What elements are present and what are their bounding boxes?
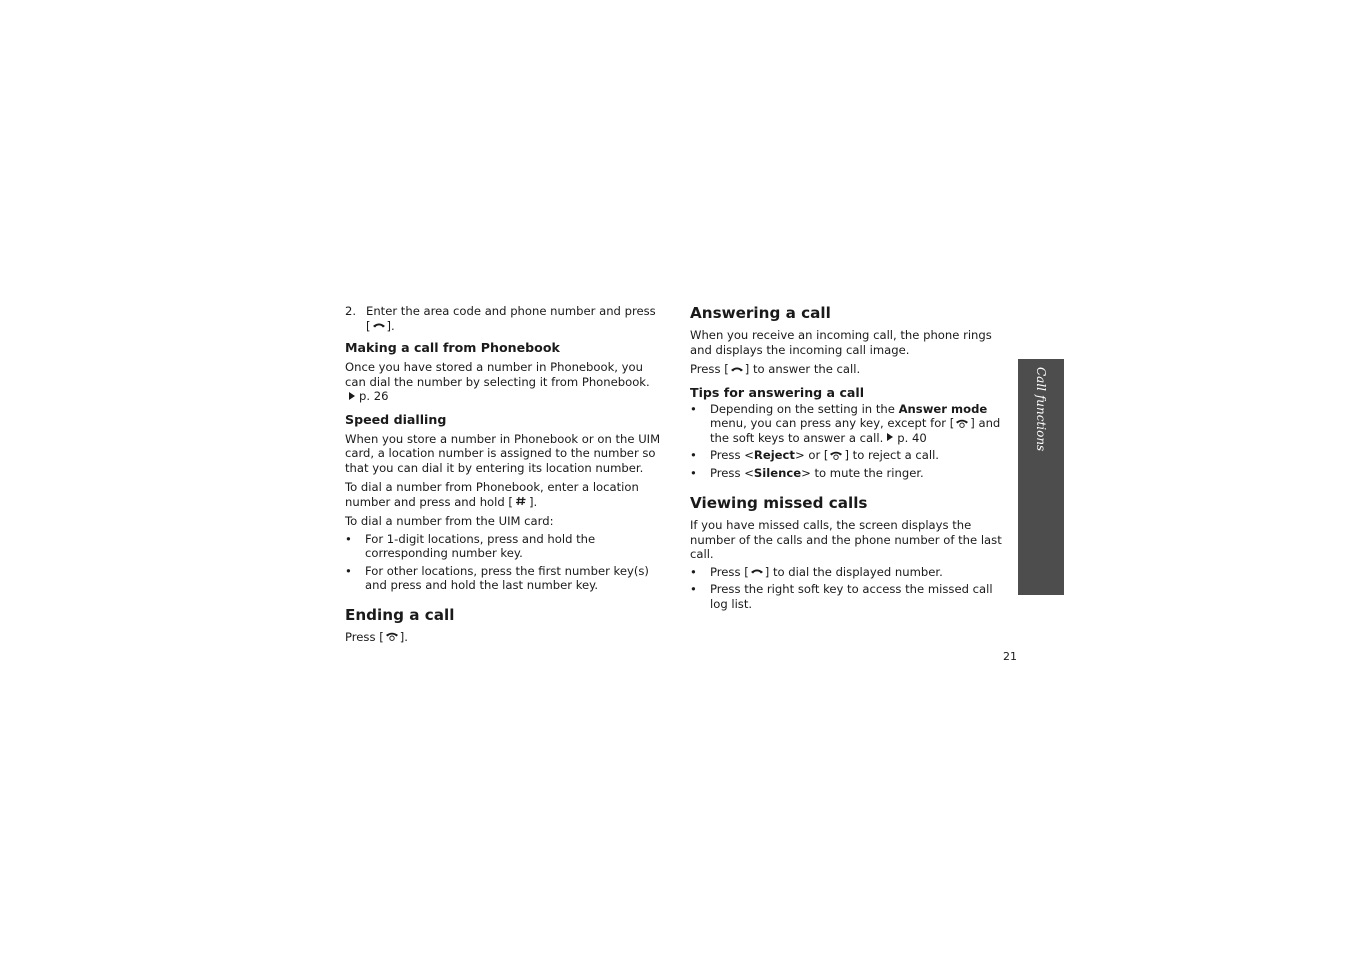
page-reference-arrow-icon [349,392,355,400]
silence-label: Silence [753,465,802,480]
list-item: • Press the right soft key to access the missed call log list. [690,582,1008,611]
step-2-text: Enter the area code and phone number and press [366,304,656,318]
end-key-icon [829,450,843,460]
reject-label: Reject [753,448,795,462]
tips-heading: Tips for answering a call [690,384,865,400]
list-item: • For other locations, press the first number key(s) and press and hold the last number key. [345,564,663,593]
uim-bullet-list [345,532,663,593]
end-key-icon [955,418,969,428]
send-key-icon [750,566,764,576]
list-item: • For 1-digit locations, press and hold the corresponding number key. [345,532,663,561]
missed-calls-heading: Viewing missed calls [690,494,868,512]
send-key-icon [372,320,386,330]
missed-calls-list [690,565,1008,612]
list-item: • Press [ ] to dial the displayed number. [690,565,1008,580]
tip-page-ref: p. 40 [897,430,927,445]
page-number: 21 [1003,650,1017,663]
speed-dialling-body: When you store a number in Phonebook or on the UIM card, a location number is assigned to the number so that you can dial it by entering its location number. [345,431,661,475]
right-column [690,304,1008,617]
answer-mode-label: Answer mode [898,401,988,416]
hash-key-icon [514,496,528,506]
speed-dialling-heading: Speed dialling [345,411,447,427]
left-column [345,304,663,644]
end-key-icon [385,631,399,641]
chapter-side-tab [1018,359,1064,595]
missed-calls-body: If you have missed calls, the screen displays the number of the calls and the phone number of the last call. [690,518,1002,561]
phonebook-heading: Making a call from Phonebook [345,340,560,355]
step-number: 2. [345,304,357,318]
list-item: • Press <Silence> to mute the ringer. [690,466,1008,481]
chapter-tab-label: Call functions [1034,367,1048,452]
ending-call-body: Press [ ]. [345,629,408,644]
speed-dial-instruction: To dial a number from Phonebook, enter a location number and press and hold [ ]. [345,480,639,509]
answer-instruction: Press [ ] to answer the call. [690,362,861,376]
send-key-icon [730,364,744,374]
step-2: 2. Enter the area code and phone number and press [ ]. [345,304,656,333]
phonebook-body: Once you have stored a number in Phonebook, you can dial the number by selecting it from Phonebook.p. 26 [345,360,650,403]
answering-call-heading: Answering a call [690,304,831,322]
page-reference-arrow-icon [887,433,893,441]
ending-call-heading: Ending a call [345,605,455,624]
list-item: • Depending on the setting in the Answer mode menu, you can press any key, except for [ ] and the soft keys to answer a call. p. 40 [690,402,1008,446]
answering-call-body: When you receive an incoming call, the phone rings and displays the incoming call image. [690,328,992,357]
uim-intro: To dial a number from the UIM card: [345,514,554,528]
phonebook-page-ref: p. 26 [359,389,389,403]
list-item: • Press <Reject> or [ ] to reject a call. [690,448,1008,463]
tips-list [690,402,1008,481]
